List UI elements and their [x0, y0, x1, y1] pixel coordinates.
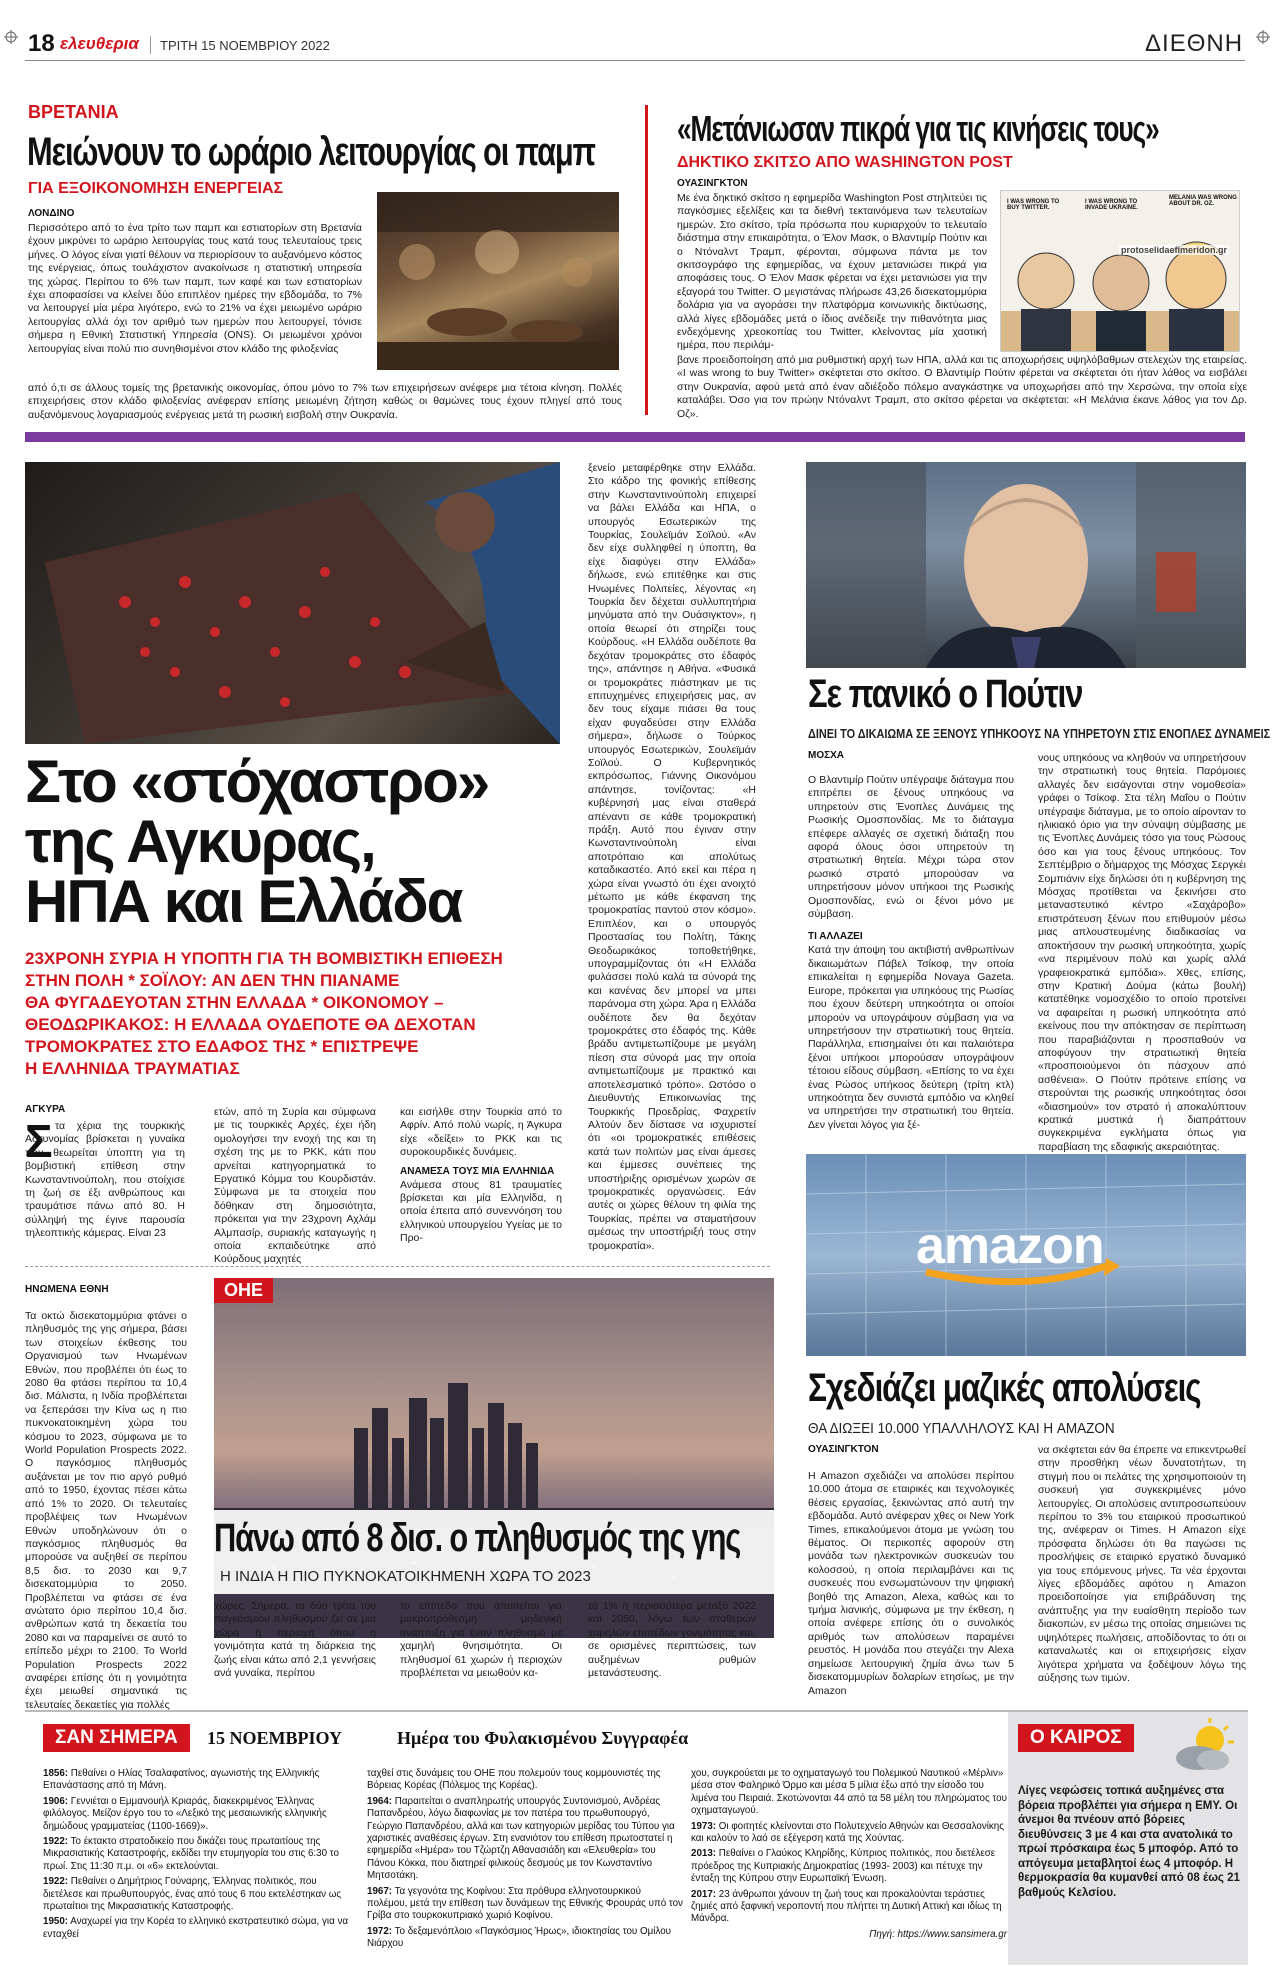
article-body-col1: χώρες. Σήμερα, τα δύο τρίτα του παγκόσμιου πληθυσμού ζει σε μια χώρα ή περιοχή όπου η γονιμότητα κατά τη διάρκεια της ζωής είναι κάτω από 2,1 γεννήσεις ανά γυναίκα, περίπου [214, 1600, 376, 1680]
history-year: 1972: [367, 1925, 393, 1937]
article-body-col1 [808, 774, 1014, 1132]
page-header [0, 0, 1276, 62]
history-entry [43, 1916, 359, 1941]
amazon-logo-text: amazon [916, 1217, 1104, 1275]
history-entry [367, 1926, 683, 1951]
history-text: χου, συγκρούεται με το οχηματαγωγό του Πολεμικού Ναυτικού «Μέρλιν» μέσα στον Φαληρικό Όρμο και μέσα 5 μίλια έξω από την είσοδο του λιμένα του Πειραιά. Σκοτώνονται 44 από τα 58 μέλη του πληρώματος του οχηματαγωγού. [691, 1768, 1007, 1817]
history-year: 1950: [43, 1916, 69, 1928]
compass-icon [1256, 30, 1270, 44]
amazon-building-photo [806, 1154, 1246, 1356]
speech-bubble: MELANIA WAS WRONG ABOUT DR. OZ. [1169, 195, 1237, 207]
today-box [25, 1710, 1015, 1965]
article-headline: Μειώνουν το ωράριο λειτουργίας οι παμπ [27, 130, 595, 174]
article-body-side: Τα οκτώ δισεκατομμύρια φτάνει ο πληθυσμός της γης σήμερα, βάσει των στοιχείων έκθεσης του Οργανισμού των Ηνωμένων Εθνών, που προβλέπει ότι έως το 2080 θα φτάσει περίπου τα 10,4 δισ. Μάλιστα, η Ινδία προβλέπεται να ξεπεράσει την Κίνα ως η πιο πυκνοκατοικημένη χώρα του κόσμου το 2023, σύμφωνα με το World Population Prospects 2022. Ο παγκόσμιος πληθυσμός αυξάνεται με τον πιο αργό ρυθμό από το 1950, έχοντας πέσει κάτω από 1% το 2020. Οι τελευταίες προβλέψεις των Ηνωμένων Εθνών υποδηλώνουν ότι ο παγκόσμιος πληθυσμός θα μπορούσε να αυξηθεί σε περίπου 8,5 δισ. το 2030 και 9,7 δισεκατομμύρια το 2050. Προβλέπεται να φτάσει σε ένα ανώτατο όριο περίπου 10,4 δισ. ανθρώπων κατά τη δεκαετία του 2080 και να παραμείνει σε αυτό το επίπεδο μέχρι το 2100. Το World Population Prospects 2022 αναφέρει επίσης ότι η γονιμότητα έχει μειωθεί σημαντικά τις τελευταίες δεκαετίες για πολλές [25, 1310, 187, 1711]
article-body-col1: Η Amazon σχεδιάζει να απολύσει περίπου 10.000 άτομα σε εταιρικές και τεχνολογικές θέσεις εργασίας, ξεκινώντας από αυτή την εβδομάδα. Αυτό ανέφεραν χθες οι New York Times, επικαλούμενοι άτομα με γνώση του θέματος. Οι περικοπές αφορούν στη μονάδα των ηλεκτρονικών συσκευών του κολοσσού, η οποία περιλαμβάνει και τις συσκευές που ενσωματώνουν την ψηφιακή βοηθό της Amazon, Alexa, καθώς και το τμήμα λιανικής, σύμφωνα με την έκθεση, η οποία ανέφερε επίσης ότι ο συνολικός αριθμός των απολύσεων παραμένει ρευστός. Η μονάδα που στεγάζει την Alexa σημείωσε λειτουργική ζημία άνω των 5 δισεκατομμυρίων δολαρίων ετησίως, με την Amazon [808, 1470, 1014, 1697]
history-text: Οι φοιτητές κλείνονται στο Πολυτεχνείο Αθηνών και Θεσσαλονίκης και καλούν το λαό σε εξέγερση κατά της Χούντας. [691, 1820, 1004, 1845]
history-year: 1922: [43, 1876, 69, 1888]
history-year: 1964: [367, 1795, 393, 1807]
article-body-col2: νους υπηκόους να κληθούν να υπηρετήσουν την στρατιωτική τους θητεία. Παρόμοιες αλλαγές δεν εισάγονται στην νομοθεσία» γράφει ο Τσίκοφ. Στα τέλη Μαΐου ο Πούτιν υπέγραψε διάταγμα, με το οποίο αίρονταν το ηλικιακό όριο για την σύναψη σύμβασης με τις Ένοπλες Δυνάμεις τόσο για τους Ρώσους όσο και για τους ξένους υπηκόους. Τον Σεπτέμβριο ο δήμαρχος της Μόσχας Σεργκέι Σομπιάνιν είχε δηλώσει ότι η κυβέρνηση της Μόσχας προτίθεται να ξεκινήσει στο μεταναστευτικό κέντρο «Σαχάροβο» επιστράτευση ξένων που επιθυμούν μέσω μιας απλουστευμένης διαδικασίας να αποκτήσουν την ρωσική υπηκοότητα, χωρίς «να περιμένουν πολύ και χωρίς αλλά γραφειοκρατικά εμπόδια». Χθες, επίσης, στην Κρατική Δούμα (κάτω βουλή) κατατέθηκε νομοσχέδιο το οποίο προτείνει να αφαιρείται η ρωσική υπηκοότητα από εκείνους που την απόκτησαν σε περίπτωση που παραβιάζονται η προσπαθούν να αποφύγουν την στρατιωτική θητεία «προσποιούμενοι ότι πάσχουν από ασθένεια». Ο Πούτιν πρότεινε επίσης να στερούνται της ρωσικής υπηκοότητας όσοι «διασημούν» τον στρατό ή αποκαλύπτουν κρατικά μυστικά ή διαπράττουν συγκεκριμένα εγκλήματα όπως για παραβίαση της εδαφικής ακεραιότητας. [1038, 752, 1246, 1153]
today-label: ΣΑΝ ΣΗΜΕΡΑ [43, 1724, 190, 1752]
article-location: ΛΟΝΔΙΝΟ [28, 208, 75, 219]
page-number: 18 [28, 30, 55, 57]
pub-interior-photo [377, 192, 619, 370]
history-entry [367, 1768, 683, 1793]
article-body-continued: από ό,τι σε άλλους τομείς της βρετανικής οικονομίας, όπου μόνο το 7% των επιχειρήσεων ανέφερε μια τέτοια κίνηση. Πολλές επιχειρήσεις στον κλάδο φιλοξενίας ανέφεραν επίσης μειωμένη ζήτηση καθώς οι θαμώνες τους έχουν πληγεί από τους αυξανόμενους λογαριασμούς ενέργειας μετά τη ρωσική εισβολή στην Ουκρανία. [28, 382, 622, 421]
history-year: 1973: [691, 1820, 717, 1832]
article-body-col3: τά 1% ή περισσότερο μεταξύ 2022 και 2050, λόγω των σταθερών χαμηλών επιπέδων γονιμότητας και, σε ορισμένες περιπτώσεις, των αυξημένων ρυθμών μετανάστευσης. [588, 1600, 756, 1680]
header-rule [25, 60, 1245, 61]
today-col2 [367, 1768, 683, 1954]
speech-bubble: I WAS WRONG TO BUY TWITTER. [1007, 199, 1060, 211]
column-rule-red [645, 105, 648, 415]
body-paragraph: και εισήλθε στην Τουρκία από το Αφρίν. Από πολύ νωρίς, η Άγκυρα είχε «δείξει» το PKK και τις συροκουρδικές δυνάμεις. [400, 1106, 562, 1159]
article-body: Με ένα δηκτικό σκίτσο η εφημερίδα Washington Post στηλιτεύει τις παγκόσμιες εξελίξεις και τα διεθνή τεκταινόμενα των τελευταίων ημερών. Στο σκίτσο, τρία πρόσωπα που κυριαρχούν το τελευταίο διάστημα στην επικαιρότητα, ο Έλον Μασκ, ο Βλαντιμίρ Πούτιν και ο Ντόναλντ Τραμπ, φέρονται, σύμφωνα πάντα με τον σκιτσογράφο της εφημερίδας, να έχουν μετανιώσει πικρά για αποφάσεις τους. Ο Έλον Μασκ φέρεται να έχει μετανιώσει για την εξαγορά του Twitter. Ο μεγιστάνας πλήρωσε 43,26 δισεκατομμύρια δολάρια για να αγοράσει την πλατφόρμα κοινωνικής δικτύωσης, αλλά λίγες εβδομάδες μετά ο ίδιος ανέδειξε την πιθανότητα μιας ενδεχόμενης χρεοκοπίας του Twitter, κλείνοντας μία χαοτική ημέρα, που περιλάμ- [677, 192, 987, 352]
history-entry [691, 1848, 1007, 1885]
article-location: ΜΟΣΧΑ [808, 750, 845, 761]
dashed-divider [25, 1266, 770, 1267]
weather-box [1008, 1710, 1248, 1965]
history-text: Το έκτακτο στρατοδικείο που δικάζει τους πρωταιτίους της Μικρασιατικής Καταστροφής, εκδίδει την ετυμηγορία του στις 6:30 το πρωί. Στις 11:30 π.μ. οι «6» εκτελούνται. [43, 1836, 339, 1872]
article-body-col4: ξενείο μεταφέρθηκε στην Ελλάδα. Στο κάδρο της φονικής επίθεσης στην Κωνσταντινούπολη επιχειρεί να βάλει Ελλάδα και ΗΠΑ, ο υπουργός Εσωτερικών της Τουρκίας, Σουλεϊμάν Σοϊλού. «Αν δεν είχε συλληφθεί η ύποπτη, θα είχε διαφύγει στην Ελλάδα» δήλωσε, ενώ επιτέθηκε και στις Ηνωμένες Πολιτείες, λέγοντας «η Τουρκία δεν δέχεται συλλυπητήρια μηνύματα από την Ουάσιγκτον», η οποία θεωρεί ότι στηρίζει τους Κούρδους. «Η Ελλάδα ουδέποτε θα δεχόταν τρομοκράτες στο έδαφός της», απάντησε η Αθήνα. «Φυσικά οι τρομοκράτες πιάστηκαν με τις επιτυχημένες επιχειρήσεις μας, αν δεν τους είχαμε πιάσει θα τους είχαν φυγαδεύσει στην Ελλάδα σήμερα», δήλωσε ο Τούρκος υπουργός Εσωτερικών, Σουλεϊμάν Σοϊλού. Ο Κυβερνητικός εκπρόσωπος, Γιάννης Οικονόμου απάντησε, τονίζοντας: «Η κυβέρνησή μας είναι σταθερά απέναντι σε κάθε τρομοκρατική πράξη. Αυτό που έγιναν στην Κωνσταντινούπολη είναι αποτρόπαιο και απολύτως καταδικαστέο. Από εκεί και πέρα η χώρα είναι γνωστό ότι έχει ανοιχτό μέτωπο με κάθε έκφανση της τρομοκρατίας παντού στον κόσμο». Επιπλέον, και ο υπουργός Προστασίας του Πολίτη, Τάκης Θεοδωρικάκος τοποθετήθηκε, υπογραμμίζοντας ότι «Η Ελλάδα φυλάσσει πολύ καλά τα σύνορά της και κανένας δεν μπορεί να μπει παράνομα στη χώρα. Άρα η Ελλάδα ουδέποτε δεν θα δεχόταν τρομοκράτες στο έδαφός της. Κάθε βράδυ αντιμετωπίζουμε με μεγάλη πίεση στα σύνορά μας την οποία αντιμετωπίζουμε με πρακτικό και αποτελεσματικό τρόπο». Ωστόσο ο Διευθυντής Επικοινωνίας της Τουρκικής Προεδρίας, Φαχρετίν Αλτούν δεν δίστασε να ισχυριστεί ότι «οι τρομοκρατικές επιθέσεις κατά των πολιτών μας είναι άμεσες και έμμεσες συνέπειες της υποστήριξης ορισμένων χωρών σε τρομοκρατικές οργανώσεις. Εάν αυτές οι χώρες θέλουν τη φιλία της Τουρκίας, πρέπει να σταματήσουν αμέσως την υποστήριξή τους στην τρομοκρατία». [588, 462, 756, 1252]
headline-line: της Αγκυρας, [25, 808, 375, 875]
headline-line: ΗΠΑ και Ελλάδα [25, 868, 462, 935]
article-body-col2: να σκέφτεται εάν θα έπρεπε να επικεντρωθεί στην προσθήκη νέων δυνατοτήτων, τη στιγμή που οι πελάτες της χρησιμοποιούν τη συσκευή για συγκεκριμένες μόνο λειτουργίες. Οι απολύσεις αντιπροσωπεύουν περίπου το 3% του εταιρικού προσωπικού της, ανέφεραν οι Times. Η Amazon είχε πρόσφατα δηλώσει ότι θα παγώσει τις προσλήψεις σε εταιρικό εργατικό δυναμικό για τους επόμενους μήνες. Τα νέα έρχονται λίγες εβδομάδες αφότου η Amazon προειδοποίησε για επιβράδυνση της ανάπτυξης για την ευαίσθητη περίοδο των διακοπών, εν μέσω της οποίας σημειώνει τις υψηλότερες πωλήσεις, αποδίδοντας το ότι οι καταναλωτές και οι επιχειρήσεις είχαν λιγότερα χρήματα να ξοδέψουν λόγω της αύξησης των τιμών. [1038, 1444, 1246, 1684]
un-title-box [214, 1510, 774, 1594]
compass-icon [4, 30, 18, 44]
article-subtitle: ΔΗΚΤΙΚΟ ΣΚΙΤΣΟ ΑΠΟ WASHINGTON POST [677, 154, 1013, 171]
article-headline: Πάνω από 8 δισ. ο πληθυσμός της γης [214, 1516, 741, 1560]
article-body-col2: το επίπεδο που απαιτείται για μακροπρόθεσμη μηδενική ανάπτυξη για έναν πληθυσμό με χαμηλή θνησιμότητα. Οι πληθυσμοί 61 χωρών ή περιοχών προβλέπεται να μειωθούν κα- [400, 1600, 562, 1680]
article-headline: Σχεδιάζει μαζικές απολύσεις [808, 1366, 1201, 1410]
body-paragraph: Ο Βλαντιμίρ Πούτιν υπέγραψε διάταγμα που επιτρέπει σε ξένους υπηκόους να υπηρετούν στις Ένοπλες Δυνάμεις της Ρωσικής Ομοσπονδίας. Με το διάταγμα επέφερε αλλαγές σε σχετική διάταξη που αφορά όλους όσοι υπηρετούν τη στρατιωτική θητεία. Μέχρι τώρα στον ρωσικό στρατό μπορούσαν να υπηρετήσουν μόνον υπήκοοι της Ρωσικής Ομοσπονδίας, ενώ οι ξένοι μόνο με σύμβαση. [808, 774, 1014, 921]
drop-cap: Σ [25, 1115, 53, 1167]
history-year: 1922: [43, 1836, 69, 1848]
ankara-headline [25, 748, 565, 935]
history-text: Παραιτείται ο αναπληρωτής υπουργός Συντονισμού, Ανδρέας Παπανδρέου, λόγω διαφωνίας με τον πατέρα του πρωθυπουργό, Γεώργιο Παπανδρέου, αλλά και των κατηγοριών μερίδας του Τύπου για χαριστικές αναθέσεις έργων. Στη ενανιότον του επίθεση πρωτοστατεί η εφημερίδα «Ημέρα» του Τζώρτζη Αθανασιάδη και «Ελευθερία» του Πάνου Κόκκα, που διατηρεί φιλικούς δεσμούς με τον Κωνσταντίνο Μητσοτάκη. [367, 1795, 675, 1882]
history-text: 23 άνθρωποι χάνουν τη ζωή τους και προκαλούνται τεράστιες ζημιές από ξαφνική νεροποντή που πλήττει τη Δυτική Αττική και ιδίως τη Μάνδρα. [691, 1888, 1002, 1925]
today-col1 [43, 1768, 359, 1944]
subtitle-line: Η ΕΛΛΗΝΙΔΑ ΤΡΑΥΜΑΤΙΑΣ [25, 1059, 240, 1078]
history-entry [43, 1796, 359, 1833]
partly-cloudy-icon [1168, 1718, 1238, 1778]
article-body-col3 [400, 1106, 562, 1246]
history-year: 1906: [43, 1795, 69, 1807]
article-location: ΟΥΑΣΙΝΓΚΤΟΝ [677, 178, 748, 189]
history-entry [691, 1821, 1007, 1846]
article-subtitle: ΔΙΝΕΙ ΤΟ ΔΙΚΑΙΩΜΑ ΣΕ ΞΕΝΟΥΣ ΥΠΗΚΟΟΥΣ ΝΑ ΥΠΗΡΕΤΟΥΝ ΣΤΙΣ ΕΝΟΠΛΕΣ ΔΥΝΑΜΕΙΣ [808, 726, 1271, 741]
history-entry [43, 1876, 359, 1913]
history-text: Τα γεγονότα της Κοφίνου: Στα πρόθυρα ελληνοτουρκικού πολέμου, μετά την επίθεση των δυνάμεων της Εθνικής Φρουράς υπό τον Γρίβα στο τουρκοκυπριακό χωριό Κοφίνου. [367, 1885, 683, 1922]
subtitle-line: ΣΤΗΝ ΠΟΛΗ * ΣΟΪΛΟΥ: ΑΝ ΔΕΝ ΤΗΝ ΠΙΑΝΑΜΕ [25, 971, 400, 990]
article-body-col1: τα χέρια της τουρκικής Αστυνομίας βρίσκεται η γυναίκα που θεωρείται ύποπτη για τη βομβιστική επίθεση στην Κωνσταντινούπολη, που στοίχισε τη ζωή σε έξι ανθρώπους και τραυμάτισε πάνω από 80. Η σύλληψή της έγινε παρουσία τηλεοπτικής κάμερας. Είναι 23 [25, 1120, 185, 1240]
history-entry [43, 1836, 359, 1873]
history-year: 2013: [691, 1848, 717, 1860]
intertitle: ΤΙ ΑΛΛΑΖΕΙ [808, 931, 863, 943]
weather-text: Λίγες νεφώσεις τοπικά αυξημένες στα βόρεια προβλέπει για σήμερα η ΕΜΥ. Οι άνεμοι θα πνέουν από βόρειες διευθύνσεις 3 με 4 και στα ανατολικά το πρωί πρόσκαιρα έως 5 μποφόρ. Από το απόγευμα μεταβλητοί έως 4 μποφόρ. Η θερμοκρασία θα κυμανθεί από 08 έως 21 βαθμούς Κελσίου. [1018, 1785, 1240, 1899]
history-entry [367, 1886, 683, 1923]
article-headline: «Μετάνιωσαν πικρά για τις κινήσεις τους» [677, 108, 1159, 149]
article-location: ΑΓΚΥΡΑ [25, 1104, 66, 1115]
history-entry [691, 1889, 1007, 1926]
headline-line: Στο «στόχαστρο» [25, 748, 489, 815]
article-subtitle: Η ΙΝΔΙΑ Η ΠΙΟ ΠΥΚΝΟΚΑΤΟΙΚΗΜΕΝΗ ΧΩΡΑ ΤΟ 2023 [220, 1568, 591, 1585]
article-subtitle: ΘΑ ΔΙΩΞΕΙ 10.000 ΥΠΑΛΛΗΛΟΥΣ ΚΑΙ Η AMAZON [808, 1420, 1115, 1437]
history-year: 1856: [43, 1768, 69, 1779]
section-name: ΔΙΕΘΝΗ [1145, 30, 1244, 57]
article-subtitle: ΓΙΑ ΕΞΟΙΚΟΝΟΜΗΣΗ ΕΝΕΡΓΕΙΑΣ [28, 180, 284, 197]
history-text: Αναχωρεί για την Κορέα το ελληνικό εκστρατευτικό σώμα, για να ενταχθεί [43, 1916, 349, 1940]
cartoon-article [660, 100, 1250, 420]
article-location: ΗΝΩΜΕΝΑ ΕΘΝΗ [25, 1284, 109, 1295]
putin-photo [806, 462, 1246, 668]
subtitle-line: ΤΡΟΜΟΚΡΑΤΕΣ ΣΤΟ ΕΔΑΦΟΣ ΤΗΣ * ΕΠΙΣΤΡΕΨΕ [25, 1037, 419, 1056]
watermark: protoselidaefimeridon.gr [1121, 245, 1228, 255]
history-entry [691, 1768, 1007, 1818]
intertitle: ΑΝΑΜΕΣΑ ΤΟΥΣ ΜΙΑ ΕΛΛΗΝΙΔΑ [400, 1165, 555, 1177]
istanbul-memorial-photo [25, 462, 560, 744]
body-paragraph: Κατά την άποψη του ακτιβιστή ανθρωπίνων δικαιωμάτων Πάβελ Τσίκοφ, την οποία επικαλείται η εφημερίδα Novaya Gazeta. Europe, πρόκειται για υπηκόους της Ρωσίας που έχουν δεύτερη υπηκοότητα οι οποίοι μπορούν να υπογράψουν σύμβαση για να υπηρετήσουν την στρατιωτική τους θητεία. Παράλληλα, επισημαίνει ότι και παλαιότερα ξένοι υπήκοοι μπορούσαν υπογράψουν τέτοιου είδους σύμβαση. «Επίσης το να έχει ένας Ρώσος υπήκοος δεύτερη (τρίτη κτλ) υπηκοότητα δεν συνιστά εμπόδιο να κληθεί να υπηρετήσει την στρατιωτική του θητεία. Δεν γίνεται λόγος για ξέ- [808, 944, 1014, 1131]
history-year: 2017: [691, 1888, 717, 1900]
today-theme: Ημέρα του Φυλακισμένου Συγγραφέα [397, 1728, 689, 1748]
history-entry [367, 1796, 683, 1883]
history-text: Γεννιέται ο Εμμανουήλ Κριαράς, διακεκριμένος Έλληνας φιλόλογος. Μείζον έργο του το «Λεξικό της μεσαιωνικής ελληνικής δημώδους γραμματείας (1100-1669)». [43, 1795, 327, 1832]
subtitle-line: ΘΑ ΦΥΓΑΔΕΥΟΤΑΝ ΣΤΗΝ ΕΛΛΑΔΑ * ΟΙΚΟΝΟΜΟΥ – [25, 993, 444, 1012]
body-paragraph: Ανάμεσα στους 81 τραυματίες βρίσκεται και μία Ελληνίδα, η οποία έπειτα από συνεννόηση του ελληνικού υπουργείου Υγείας με το Προ- [400, 1178, 562, 1245]
article-body: Περισσότερο από το ένα τρίτο των παμπ και εστιατορίων στη Βρετανία έχουν μικρύνει το ωράριο λειτουργίας τους κατά τους τελευταίους τρεις μήνες. Ο λόγος είναι γιατί θέλουν να περιορίσουν το αυξανόμενο κόστος της ενέργειας, όπως τουλάχιστον ανακοίνωσε η στατιστική υπηρεσία της χώρας. Περίπου το 6% των παμπ, των καφέ και των εστιατορίων έχει αποφασίσει να κλείνει δύο επιπλέον ημέρες την εβδομάδα, το 7% να λειτουργεί μία μέρα λιγότερο, ενώ το 21% να έχει μειωμένο ωράριο λειτουργίας αλλά όχι τον αριθμό των ημερών που λειτουργεί, τόνισε σήμερα η Εθνική Στατιστική Υπηρεσία (ONS). Οι μειωμένοι χρόνοι λειτουργίας είναι πολύ πιο συνηθισμένοι στον κλάδο της φιλοξενίας [28, 222, 362, 355]
today-date: 15 ΝΟΕΜΒΡΙΟΥ [207, 1728, 343, 1748]
article-headline: Σε πανικό ο Πούτιν [808, 672, 1083, 716]
history-text: Πεθαίνει ο Ηλίας Τσαλαφατίνος, αγωνιστής της Ελληνικής Επανάστασης από τη Μάνη. [43, 1768, 320, 1792]
section-tag: ΟΗΕ [214, 1278, 273, 1303]
article-body-continued: βανε προειδοποίηση από μια ρυθμιστική αρχή των ΗΠΑ, αλλά και τις αποχωρήσεις υψηλόβαθμων στελεχών της εταιρείας. «I was wrong to buy Twitter» σκέφτεται στο σκίτσο. Ο Βλαντιμίρ Πούτιν φέρεται να σκέφτεται ότι ήταν λάθος να εισβάλει στην Ουκρανία, αφού μετά από έναν αδιέξοδο πόλεμο αναγκάστηκε να υποχωρήσει από την Χερσώνα, την οποία είχε καταλάβει. Όσο για τον πρώην Ντόναλντ Τραμπ, στο σκίτσο φέρεται να σκέφτεται: «Η Μελάνια έκανε λάθος για τον Δρ. Οζ». [677, 354, 1247, 420]
article-body-col2: ετών, από τη Συρία και σύμφωνα με τις τουρκικές Αρχές, έχει ήδη ομολογήσει την ενοχή της και τη σχέση της με το PKK, κάτι που αρνείται κατηγορηματικά το Εργατικό Κόμμα του Κουρδιστάν. Σύμφωνα με τα στοιχεία που δόθηκαν στη δημοσιότητα, πρόκειται για την 23χρονη Αχλάμ Αλμπασίρ, συριακής καταγωγής η οποία εκπαιδεύτηκε από Κούρδους μαχητές [214, 1106, 376, 1266]
history-text: ταχθεί στις δυνάμεις του ΟΗΕ που πολεμούν τους κομμουνιστές της Βόρειας Κορέας (Πόλεμος της Κορέας). [367, 1768, 661, 1792]
paper-name: ελευθερια [60, 34, 139, 53]
issue-date: ΤΡΙΤΗ 15 ΝΟΕΜΒΡΙΟΥ 2022 [160, 38, 330, 53]
pubs-article [25, 100, 635, 420]
history-year: 1967: [367, 1885, 393, 1897]
subtitle-line: 23ΧΡΟΝΗ ΣΥΡΙΑ Η ΥΠΟΠΤΗ ΓΙΑ ΤΗ ΒΟΜΒΙΣΤΙΚΗ ΕΠΙΘΕΣΗ [25, 949, 503, 968]
article-kicker: ΒΡΕΤΑΝΙΑ [28, 102, 119, 122]
washington-post-cartoon [1000, 190, 1240, 352]
ankara-subtitle [25, 948, 585, 1080]
subtitle-line: ΘΕΟΔΩΡΙΚΑΚΟΣ: Η ΕΛΛΑΔΑ ΟΥΔΕΠΟΤΕ ΘΑ ΔΕΧΟΤΑΝ [25, 1015, 476, 1034]
history-text: Πεθαίνει ο Γλαύκος Κληρίδης, Κύπριος πολιτικός, που διετέλεσε πρόεδρος της Κυπριακής Δημοκρατίας (1993- 2003) και πέτυχε την ένταξη της Κύπρου στην Ευρωπαϊκή Ένωση. [691, 1848, 996, 1885]
weather-label: Ο ΚΑΙΡΟΣ [1018, 1724, 1134, 1752]
article-location: ΟΥΑΣΙΝΓΚΤΟΝ [808, 1444, 879, 1455]
today-col3 [691, 1768, 1007, 1941]
history-text: Πεθαίνει ο Δημήτριος Γούναρης, Έλληνας πολιτικός, που διετέλεσε και πρωθυπουργός, ένας από τους 6 που εκτελέστηκαν ως πρωταίτιοι της Μικρασιατικής Καταστροφής. [43, 1876, 342, 1913]
history-text: Το δεξαμενόπλοιο «Παγκόσμιος Ήρως», ιδιοκτησίας του Ομίλου Νιάρχου [367, 1925, 671, 1950]
source-credit: Πηγή: https://www.sansimera.gr [869, 1928, 1007, 1940]
speech-bubble: I WAS WRONG TO INVADE UKRAINE. [1085, 199, 1138, 211]
header-divider [150, 36, 151, 54]
history-entry [43, 1768, 359, 1793]
section-band [25, 432, 1245, 442]
